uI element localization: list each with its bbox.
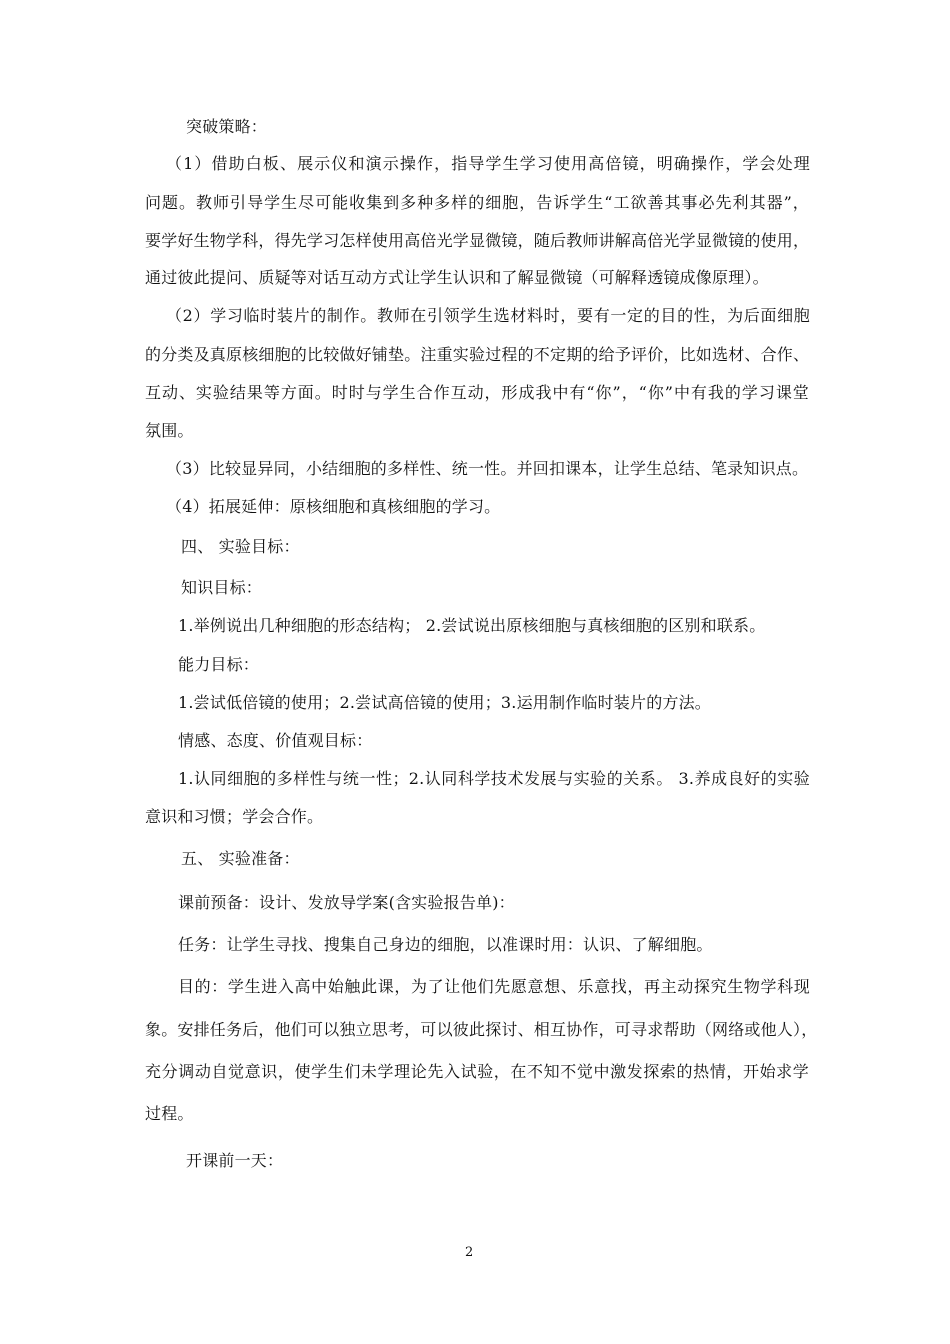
knowledge-items: 1.举例说出几种细胞的形态结构； 2.尝试说出原核细胞与真核细胞的区别和联系。 xyxy=(178,616,766,635)
strategy-1-line-4: 通过彼此提问、质疑等对话互动方式让学生认识和了解显微镜（可解释透镜成像原理）。 xyxy=(145,268,769,287)
purpose-line-1: 目的：学生进入高中始触此课，为了让他们先愿意想、乐意找，再主动探究生物学科现 xyxy=(178,977,810,996)
emotion-items-line-2: 意识和习惯；学会合作。 xyxy=(145,807,324,826)
strategy-2-line-3: 互动、实验结果等方面。时时与学生合作互动，形成我中有“你”，“你”中有我的学习课堂 xyxy=(145,383,809,402)
knowledge-heading: 知识目标： xyxy=(181,578,263,597)
strategy-1-line-1: （1）借助白板、展示仪和演示操作，指导学生学习使用高倍镜，明确操作，学会处理 xyxy=(166,154,810,173)
emotion-heading: 情感、态度、价值观目标： xyxy=(178,731,373,750)
prep-text: 课前预备：设计、发放导学案(含实验报告单)： xyxy=(178,893,515,912)
task-text: 任务：让学生寻找、搜集自己身边的细胞，以准课时用：认识、了解细胞。 xyxy=(178,935,713,954)
section-5-title: 五、 实验准备： xyxy=(181,849,300,868)
ability-heading: 能力目标： xyxy=(178,655,260,674)
strategy-2-line-4: 氛围。 xyxy=(145,421,194,440)
strategy-4: （4）拓展延伸：原核细胞和真核细胞的学习。 xyxy=(166,497,501,516)
purpose-line-2: 象。安排任务后，他们可以独立思考，可以彼此探讨、相互协作，可寻求帮助（网络或他人）， xyxy=(145,1020,818,1039)
purpose-line-4: 过程。 xyxy=(145,1104,194,1123)
page-number: 2 xyxy=(465,1245,474,1260)
day-before-heading: 开课前一天： xyxy=(186,1151,284,1170)
strategy-3: （3）比较显异同，小结细胞的多样性、统一性。并回扣课本，让学生总结、笔录知识点。 xyxy=(166,459,809,478)
purpose-line-3: 充分调动自觉意识，使学生们未学理论先入试验，在不知不觉中激发探索的热情，开始求学 xyxy=(145,1062,809,1081)
emotion-items-line-1: 1.认同细胞的多样性与统一性；2.认同科学技术发展与实验的关系。 3.养成良好的实验 xyxy=(178,769,810,788)
strategy-1-line-3: 要学好生物学科，得先学习怎样使用高倍光学显微镜，随后教师讲解高倍光学显微镜的使用， xyxy=(145,231,810,250)
strategy-2-line-1: （2）学习临时装片的制作。教师在引领学生选材料时，要有一定的目的性，为后面细胞 xyxy=(166,306,810,325)
strategy-1-line-2: 问题。教师引导学生尽可能收集到多种多样的细胞，告诉学生“工欲善其事必先利其器”， xyxy=(145,193,809,212)
ability-items: 1.尝试低倍镜的使用；2.尝试高倍镜的使用；3.运用制作临时装片的方法。 xyxy=(178,693,711,712)
strategy-heading: 突破策略： xyxy=(186,117,268,136)
section-4-title: 四、 实验目标： xyxy=(181,537,300,556)
strategy-2-line-2: 的分类及真原核细胞的比较做好铺垫。注重实验过程的不定期的给予评价，比如选材、合作、 xyxy=(145,345,810,364)
